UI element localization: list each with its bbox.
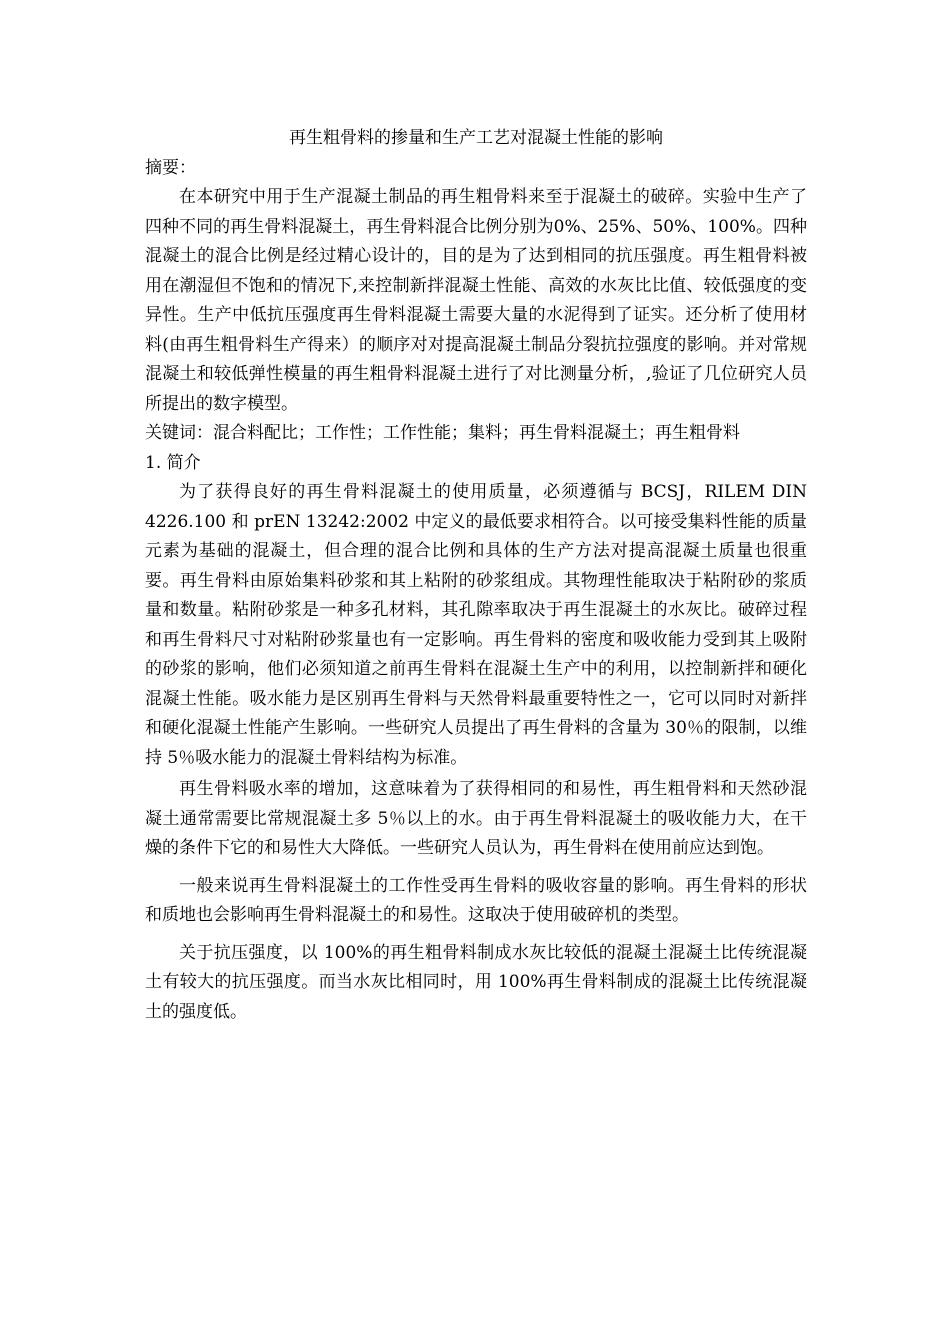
intro-paragraph-1: 为了获得良好的再生骨料混凝土的使用质量，必须遵循与 BCSJ，RILEM DIN 4226.100 和 prEN 13242:2002 中定义的最低要求相符合。以可接受集料性能的质量元素为基础的混凝土，但合理的混合比例和具体的生产方法对提高混凝土质量也很重要。再生骨料由原始集料砂浆和其上粘附的砂浆组成。其物理性能取决于粘附砂的浆质量和数量。粘附砂浆是一种多孔材料，其孔隙率取决于再生混凝土的水灰比。破碎过程和再生骨料尺寸对粘附砂浆量也有一定影响。再生骨料的密度和吸收能力受到其上吸附的砂浆的影响，他们必须知道之前再生骨料在混凝土生产中的利用，以控制新拌和硬化混凝土性能。吸水能力是区别再生骨料与天然骨料最重要特性之一，它可以同时对新拌和硬化混凝土性能产生影响。一些研究人员提出了再生骨料的含量为 30％的限制，以维持 5％吸水能力的混凝土骨料结构为标准。 <box>145 482 807 768</box>
abstract-label: 摘要： <box>145 157 196 178</box>
keywords-line: 关键词：混合料配比；工作性；工作性能；集料；再生骨料混凝土；再生粗骨料 <box>145 423 740 443</box>
section-heading-introduction: 1. 简介 <box>145 452 201 473</box>
document-title: 再生粗骨料的掺量和生产工艺对混凝土性能的影响 <box>289 128 663 148</box>
intro-paragraph-3: 一般来说再生骨料混凝土的工作性受再生骨料的吸收容量的影响。再生骨料的形状和质地也会影响再生骨料混凝土的和易性。这取决于使用破碎机的类型。 <box>145 875 807 925</box>
intro-paragraph-2: 再生骨料吸水率的增加，这意味着为了获得相同的和易性，再生粗骨料和天然砂混凝土通常需要比常规混凝土多 5％以上的水。由于再生骨料混凝土的吸收能力大，在干燥的条件下它的和易性大大降低。一些研究人员认为，再生骨料在使用前应达到饱。 <box>145 779 807 858</box>
abstract-paragraph: 在本研究中用于生产混凝土制品的再生粗骨料来至于混凝土的破碎。实验中生产了四种不同的再生骨料混凝土，再生骨料混合比例分别为0%、25%、50%、100%。四种混凝土的混合比例是经过精心设计的，目的是为了达到相同的抗压强度。再生粗骨料被用在潮湿但不饱和的情况下,来控制新拌混凝土性能、高效的水灰比比值、较低强度的变异性。生产中低抗压强度再生骨料混凝土需要大量的水泥得到了证实。还分析了使用材料(由再生粗骨料生产得来）的顺序对对提高混凝土制品分裂抗拉强度的影响。并对常规混凝土和较低弹性模量的再生粗骨料混凝土进行了对比测量分析，,验证了几位研究人员所提出的数字模型。 <box>145 187 807 414</box>
document-page <box>145 124 807 1027</box>
intro-paragraph-4: 关于抗压强度，以 100%的再生粗骨料制成水灰比较低的混凝土混凝土比传统混凝土有较大的抗压强度。而当水灰比相同时，用 100%再生骨料制成的混凝土比传统混凝土的强度低。 <box>145 942 807 1022</box>
